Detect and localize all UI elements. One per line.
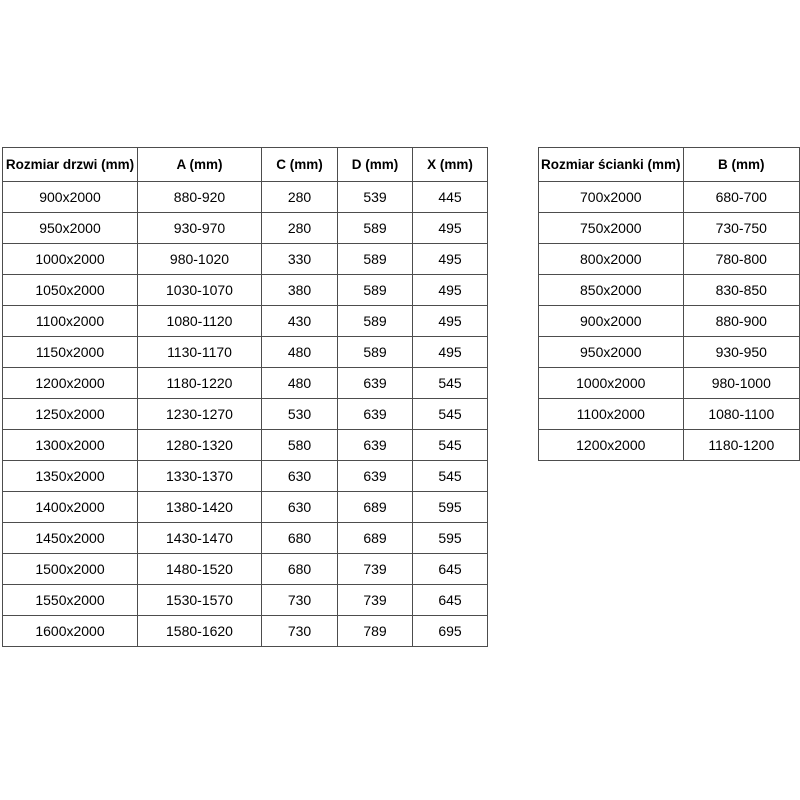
table-cell: 630 (262, 492, 338, 523)
table-row (539, 306, 800, 337)
door-sizes-column-header-0: Rozmiar drzwi (mm) (3, 148, 138, 182)
table-cell: 1200x2000 (539, 430, 684, 461)
table-cell: 1500x2000 (3, 554, 138, 585)
table-cell: 1080-1120 (138, 306, 262, 337)
door-size-table-header-row (3, 148, 488, 182)
table-cell: 1130-1170 (138, 337, 262, 368)
table-cell: 495 (413, 337, 488, 368)
table-row (3, 337, 488, 368)
wall-size-table (538, 147, 800, 461)
table-cell: 1350x2000 (3, 461, 138, 492)
table-cell: 639 (338, 399, 413, 430)
table-cell: 730-750 (683, 213, 799, 244)
table-cell: 495 (413, 306, 488, 337)
table-cell: 639 (338, 430, 413, 461)
table-cell: 495 (413, 213, 488, 244)
wall-sizes-column-header-0: Rozmiar ścianki (mm) (539, 148, 684, 182)
table-cell: 480 (262, 368, 338, 399)
door-size-table (2, 147, 488, 647)
table-cell: 280 (262, 182, 338, 213)
table-cell: 680-700 (683, 182, 799, 213)
table-row (3, 368, 488, 399)
table-cell: 1180-1220 (138, 368, 262, 399)
table-row (3, 585, 488, 616)
wall-sizes-column-header-1: B (mm) (683, 148, 799, 182)
table-cell: 545 (413, 368, 488, 399)
table-cell: 930-950 (683, 337, 799, 368)
table-row (3, 182, 488, 213)
table-cell: 1050x2000 (3, 275, 138, 306)
table-cell: 880-920 (138, 182, 262, 213)
table-cell: 1030-1070 (138, 275, 262, 306)
table-cell: 950x2000 (3, 213, 138, 244)
table-row (539, 275, 800, 306)
table-cell: 330 (262, 244, 338, 275)
table-row (539, 368, 800, 399)
table-cell: 280 (262, 213, 338, 244)
table-cell: 1180-1200 (683, 430, 799, 461)
table-row (3, 306, 488, 337)
table-cell: 1380-1420 (138, 492, 262, 523)
table-cell: 645 (413, 585, 488, 616)
table-row (3, 616, 488, 647)
table-row (3, 554, 488, 585)
table-cell: 689 (338, 492, 413, 523)
table-cell: 589 (338, 244, 413, 275)
table-cell: 1450x2000 (3, 523, 138, 554)
table-cell: 700x2000 (539, 182, 684, 213)
table-cell: 595 (413, 523, 488, 554)
table-cell: 630 (262, 461, 338, 492)
table-cell: 680 (262, 523, 338, 554)
table-cell: 789 (338, 616, 413, 647)
table-cell: 980-1020 (138, 244, 262, 275)
wall-size-table-header-row (539, 148, 800, 182)
table-cell: 739 (338, 554, 413, 585)
table-row (3, 275, 488, 306)
table-row (539, 430, 800, 461)
table-cell: 589 (338, 337, 413, 368)
door-sizes-column-header-2: C (mm) (262, 148, 338, 182)
table-cell: 1080-1100 (683, 399, 799, 430)
table-row (539, 399, 800, 430)
table-cell: 1580-1620 (138, 616, 262, 647)
table-cell: 539 (338, 182, 413, 213)
table-cell: 1200x2000 (3, 368, 138, 399)
table-cell: 495 (413, 275, 488, 306)
table-row (3, 430, 488, 461)
table-cell: 480 (262, 337, 338, 368)
table-cell: 639 (338, 461, 413, 492)
table-cell: 695 (413, 616, 488, 647)
table-cell: 1600x2000 (3, 616, 138, 647)
table-cell: 1280-1320 (138, 430, 262, 461)
table-cell: 1550x2000 (3, 585, 138, 616)
table-cell: 730 (262, 616, 338, 647)
table-cell: 930-970 (138, 213, 262, 244)
table-cell: 950x2000 (539, 337, 684, 368)
table-cell: 850x2000 (539, 275, 684, 306)
table-cell: 589 (338, 275, 413, 306)
table-row (539, 182, 800, 213)
table-cell: 730 (262, 585, 338, 616)
table-cell: 1100x2000 (539, 399, 684, 430)
table-cell: 830-850 (683, 275, 799, 306)
table-cell: 545 (413, 430, 488, 461)
table-cell: 880-900 (683, 306, 799, 337)
table-cell: 980-1000 (683, 368, 799, 399)
table-row (3, 523, 488, 554)
table-cell: 1230-1270 (138, 399, 262, 430)
table-cell: 1300x2000 (3, 430, 138, 461)
table-cell: 1000x2000 (3, 244, 138, 275)
table-cell: 580 (262, 430, 338, 461)
table-cell: 589 (338, 213, 413, 244)
table-cell: 545 (413, 399, 488, 430)
door-sizes-column-header-4: X (mm) (413, 148, 488, 182)
door-sizes-column-header-1: A (mm) (138, 148, 262, 182)
table-cell: 589 (338, 306, 413, 337)
table-cell: 445 (413, 182, 488, 213)
table-cell: 900x2000 (539, 306, 684, 337)
table-cell: 545 (413, 461, 488, 492)
table-row (539, 213, 800, 244)
table-cell: 750x2000 (539, 213, 684, 244)
table-cell: 639 (338, 368, 413, 399)
table-cell: 1400x2000 (3, 492, 138, 523)
table-row (3, 492, 488, 523)
table-row (3, 244, 488, 275)
table-cell: 1430-1470 (138, 523, 262, 554)
table-row (3, 399, 488, 430)
table-cell: 780-800 (683, 244, 799, 275)
table-cell: 595 (413, 492, 488, 523)
table-cell: 900x2000 (3, 182, 138, 213)
table-cell: 380 (262, 275, 338, 306)
table-cell: 800x2000 (539, 244, 684, 275)
table-row (3, 461, 488, 492)
table-cell: 1150x2000 (3, 337, 138, 368)
table-cell: 530 (262, 399, 338, 430)
table-cell: 430 (262, 306, 338, 337)
table-row (3, 213, 488, 244)
table-cell: 1250x2000 (3, 399, 138, 430)
table-cell: 1000x2000 (539, 368, 684, 399)
table-cell: 495 (413, 244, 488, 275)
table-row (539, 337, 800, 368)
door-sizes-column-header-3: D (mm) (338, 148, 413, 182)
table-cell: 739 (338, 585, 413, 616)
table-cell: 1100x2000 (3, 306, 138, 337)
table-cell: 689 (338, 523, 413, 554)
table-cell: 680 (262, 554, 338, 585)
table-row (539, 244, 800, 275)
table-cell: 1480-1520 (138, 554, 262, 585)
table-cell: 1530-1570 (138, 585, 262, 616)
table-cell: 1330-1370 (138, 461, 262, 492)
table-cell: 645 (413, 554, 488, 585)
